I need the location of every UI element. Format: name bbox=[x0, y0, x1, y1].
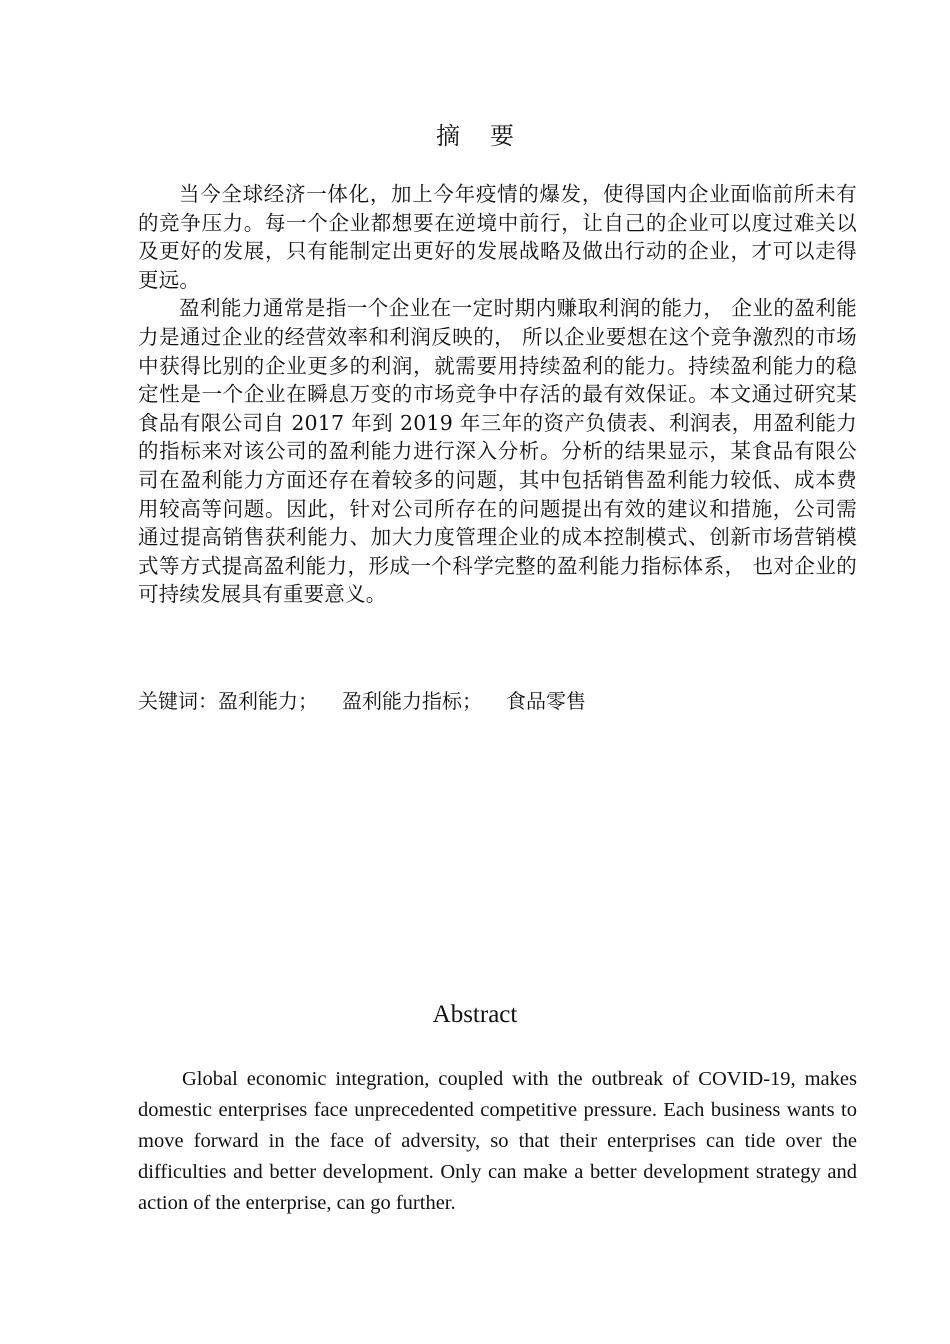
keyword-item: 食品零售 bbox=[506, 689, 586, 713]
keywords-label: 关键词： bbox=[138, 689, 218, 713]
abstract-paragraph-cn-1: 当今全球经济一体化，加上今年疫情的爆发，使得国内企业面临前所未有的竞争压力。每一个企业都想要在逆境中前行，让自己的企业可以度过难关以及更好的发展，只有能制定出更好的发展战略及做出行动的企业，才可以走得更远。 bbox=[138, 182, 857, 292]
abstract-paragraph-cn-2: 盈利能力通常是指一个企业在一定时期内赚取利润的能力， 企业的盈利能力是通过企业的经营效率和利润反映的， 所以企业要想在这个竞争激烈的市场中获得比别的企业更多的利润，就需要用持续盈利的能力。持续盈利能力的稳定性是一个企业在瞬息万变的市场竞争中存活的最有效保证。本文通过研究某食品有限公司自 2017 年到 2019 年三年的资产负债表、利润表，用盈利能力的指标来对该公司的盈利能力进行深入分析。分析的结果显示，某食品有限公司在盈利能力方面还存在着较多的问题，其中包括销售盈利能力较低、成本费用较高等问题。因此，针对公司所存在的问题提出有效的建议和措施，公司需通过提高销售获利能力、加大力度管理企业的成本控制模式、创新市场营销模式等方式提高盈利能力，形成一个科学完整的盈利能力指标体系， 也对企业的可持续发展具有重要意义。 bbox=[138, 296, 857, 607]
abstract-title-en: Abstract bbox=[432, 1001, 518, 1028]
abstract-title-cn: 摘要 bbox=[436, 122, 544, 150]
keyword-item: 盈利能力； bbox=[218, 689, 318, 713]
keywords-line bbox=[138, 686, 857, 716]
keyword-item: 盈利能力指标； bbox=[342, 689, 482, 713]
abstract-body-en bbox=[138, 1064, 857, 1219]
abstract-paragraph-en-1: Global economic integration, coupled with the outbreak of COVID-19, makes domestic enterprises face unprecedented competitive pressure. Each business wants to move forward in the face of adversity, so that their enterprises can tide over the difficulties and better development. Only can make a better development strategy and action of the enterprise, can go further. bbox=[138, 1068, 857, 1214]
abstract-body-cn bbox=[138, 180, 857, 609]
